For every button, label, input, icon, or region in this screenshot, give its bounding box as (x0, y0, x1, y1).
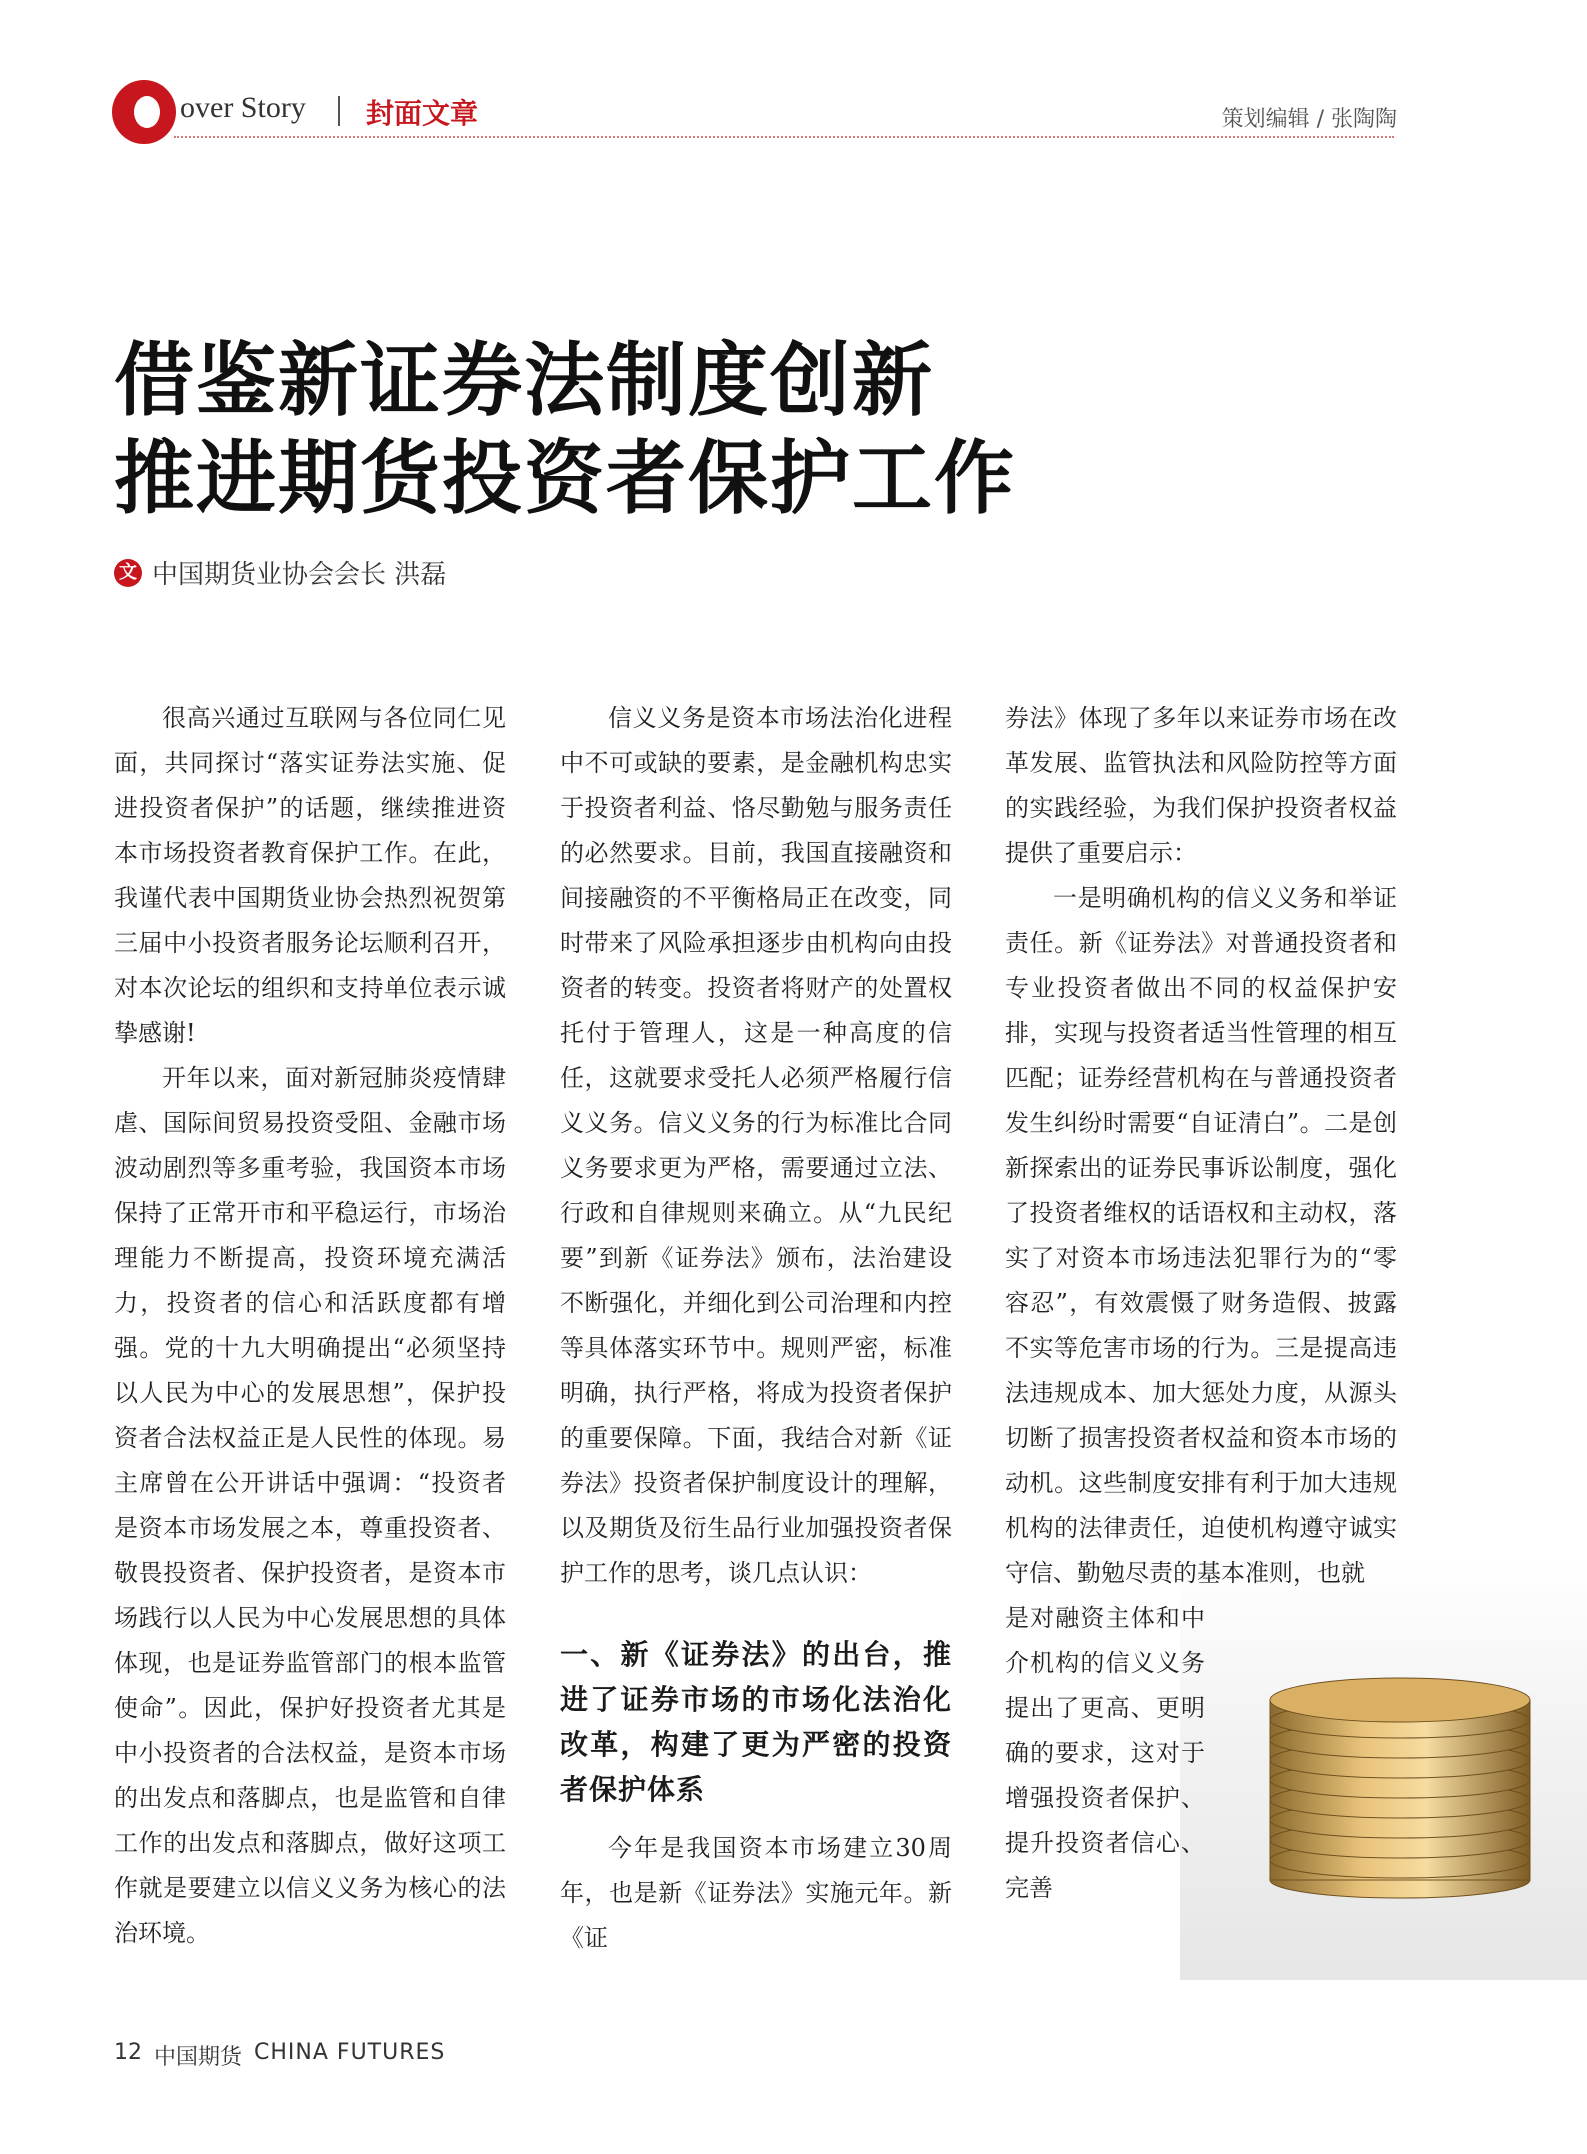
byline (114, 554, 446, 591)
paragraph: 是对融资主体和中介机构的信义义务提出了更高、更明确的要求，这对于增强投资者保护、提升投资者信心、完善 (1005, 1604, 1205, 1902)
title-line-1: 借鉴新证券法制度创新 (114, 334, 934, 427)
magazine-name-cn: 中国期货 (154, 2045, 243, 2070)
paragraph: 一是明确机构的信义义务和举证责任。新《证券法》对普通投资者和专业投资者做出不同的权益保护安排，实现与投资者适当性管理的相互匹配；证券经营机构在与普通投资者发生纠纷时需要“自证清白”。二是创新探索出的证券民事诉讼制度，强化了投资者维权的话语权和主动权，落实了对资本市场违法犯罪行为的“零容忍”，有效震慑了财务造假、披露不实等危害市场的行为。三是提高违法违规成本、加大惩处力度，从源头切断了损害投资者权益和资本市场的动机。这些制度安排有利于加大违规机构的法律责任，迫使机构遵守诚实守信、勤勉尽责的基本准则，也就 (1005, 884, 1397, 1587)
author-name: 中国期货业协会会长 洪磊 (152, 560, 447, 590)
cover-story-label: over Story (180, 91, 306, 124)
title-line-2: 推进期货投资者保护工作 (114, 432, 1016, 525)
page-number: 12 (114, 2040, 142, 2065)
editor-credit: 策划编辑 / 张陶陶 (1221, 107, 1397, 132)
column-1 (114, 696, 506, 1956)
section-heading: 一、新《证券法》的出台，推进了证券市场的市场化法治化改革，构建了更为严密的投资者保护体系 (560, 1638, 952, 1806)
paragraph: 开年以来，面对新冠肺炎疫情肆虐、国际间贸易投资受阻、金融市场波动剧烈等多重考验，我国资本市场保持了正常开市和平稳运行，市场治理能力不断提高，投资环境充满活力，投资者的信心和活跃度都有增强。党的十九大明确提出“必须坚持以人民为中心的发展思想”，保护投资者合法权益正是人民性的体现。易主席曾在公开讲话中强调：“投资者是资本市场发展之本，尊重投资者、敬畏投资者、保护投资者，是资本市场践行以人民为中心发展思想的具体体现，也是证券监管部门的根本监管使命”。因此，保护好投资者尤其是中小投资者的合法权益，是资本市场的出发点和落脚点，也是监管和自律工作的出发点和落脚点，做好这项工作就是要建立以信义义务为核心的法治环境。 (114, 1064, 506, 1947)
paragraph: 很高兴通过互联网与各位同仁见面，共同探讨“落实证券法实施、促进投资者保护”的话题，继续推进资本市场投资者教育保护工作。在此，我谨代表中国期货业协会热烈祝贺第三届中小投资者服务论坛顺利召开，对本次论坛的组织和支持单位表示诚挚感谢! (114, 704, 506, 1047)
header-divider (338, 96, 340, 126)
paragraph: 券法》体现了多年以来证券市场在改革发展、监管执法和风险防控等方面的实践经验，为我们保护投资者权益提供了重要启示： (1005, 704, 1397, 867)
magazine-name-en: CHINA FUTURES (254, 2040, 446, 2065)
article-title (114, 332, 1414, 528)
column-2 (560, 696, 952, 1961)
paragraph: 今年是我国资本市场建立30周年，也是新《证券法》实施元年。新《证 (560, 1834, 952, 1952)
cover-story-logo (112, 80, 176, 144)
paragraph: 信义义务是资本市场法治化进程中不可或缺的要素，是金融机构忠实于投资者利益、恪尽勤勉与服务责任的必然要求。目前，我国直接融资和间接融资的不平衡格局正在改变，同时带来了风险承担逐步由机构向由投资者的转变。投资者将财产的处置权托付于管理人，这是一种高度的信任，这就要求受托人必须严格履行信义义务。信义义务的行为标准比合同义务要求更为严格，需要通过立法、行政和自律规则来确立。从“九民纪要”到新《证券法》颁布，法治建设不断强化，并细化到公司治理和内控等具体落实环节中。规则严密，标准明确，执行严格，将成为投资者保护的重要保障。下面，我结合对新《证券法》投资者保护制度设计的理解，以及期货及衍生品行业加强投资者保护工作的思考，谈几点认识： (560, 704, 952, 1587)
header-rule (174, 136, 1394, 138)
page-footer (114, 2040, 445, 2071)
author-icon: 文 (114, 559, 142, 587)
section-name: 封面文章 (366, 97, 479, 130)
column-3 (1005, 696, 1397, 1911)
